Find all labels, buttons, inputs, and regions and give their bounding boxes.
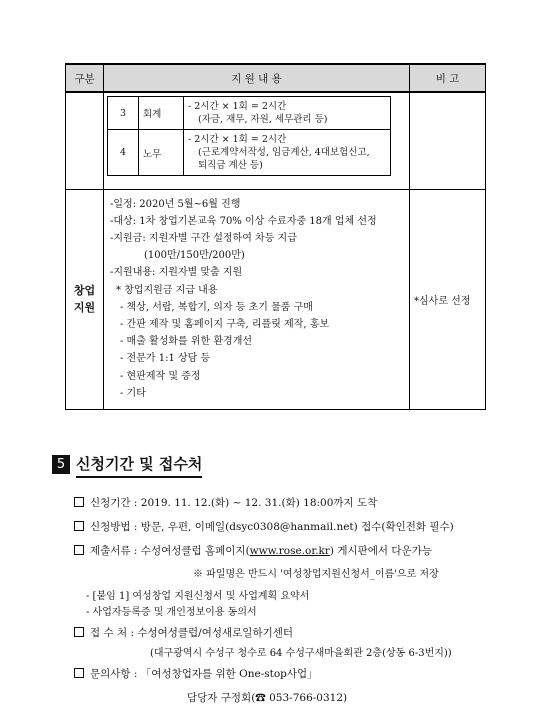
content-line: -대상: 1차 창업기본교육 70% 이상 수료자중 18개 업체 선정 bbox=[110, 215, 377, 227]
checkbox-square-icon bbox=[74, 545, 84, 555]
checkbox-square-icon bbox=[74, 521, 84, 531]
content-line: -일정: 2020년 5월~6월 진행 bbox=[110, 198, 241, 210]
content-line: - 기타 bbox=[120, 387, 146, 399]
content-line: - 간판 제작 및 홈페이지 구축, 리플릿 제작, 홍보 bbox=[120, 318, 330, 330]
content-line: * 창업지원금 지급 내용 bbox=[116, 284, 218, 296]
row-name: 노무 bbox=[139, 130, 184, 176]
section-number: 5 bbox=[52, 455, 70, 474]
contact-line: 담당자 구정회(☎ 053-766-0312) bbox=[187, 692, 348, 704]
office-value: 수성여성클럽/여성새로일하기센터 bbox=[137, 627, 294, 639]
table-row-consulting bbox=[66, 92, 486, 189]
office-label: 접 수 처 bbox=[90, 627, 128, 639]
category-line: 창업 bbox=[73, 284, 96, 297]
content-line: - 현판제작 및 증정 bbox=[120, 370, 201, 382]
header-remarks: 비 고 bbox=[410, 64, 486, 92]
content-line: -지원금: 지원자별 구간 설정하여 차등 지급 bbox=[110, 232, 297, 244]
header-category: 구분 bbox=[66, 64, 104, 92]
table-header-row bbox=[66, 64, 486, 92]
checkbox-square-icon bbox=[74, 497, 84, 507]
startup-content bbox=[104, 189, 410, 409]
desc-line: (자금, 재무, 자원, 세무관리 등) bbox=[198, 114, 328, 125]
method-label: 신청방법 bbox=[90, 521, 131, 533]
method-item: 신청방법 : 방문, 우편, 이메일(dsyc0308@hanmail.net) 접수(확인전화 필수) bbox=[74, 519, 454, 534]
table-row bbox=[108, 130, 391, 176]
inquiry-label: 문의사항 bbox=[90, 668, 131, 680]
method-value: 방문, 우편, 이메일(dsyc0308@hanmail.net) 접수(확인전화 필수) bbox=[140, 521, 454, 533]
desc-line: (근로계약서작성, 임금계산, 4대보험신고, bbox=[198, 147, 370, 158]
row-number: 3 bbox=[108, 97, 139, 130]
checkbox-square-icon bbox=[74, 627, 84, 637]
startup-note: *심사로 선정 bbox=[410, 189, 486, 409]
support-table bbox=[65, 63, 486, 410]
content-line: - 책상, 서랍, 복합기, 의자 등 초기 물품 구매 bbox=[120, 301, 313, 313]
consulting-subtable bbox=[107, 96, 391, 176]
checkbox-square-icon bbox=[74, 668, 84, 678]
content-line: (100만/150만/200만) bbox=[144, 250, 245, 262]
content-line: -지원내용: 지원자별 맞춤 지원 bbox=[110, 267, 243, 279]
office-item: 접 수 처 : 수성여성클럽/여성새로일하기센터 bbox=[74, 625, 293, 640]
inquiry-item: 문의사항 : 「여성창업자를 위한 One-stop사업」 bbox=[74, 666, 318, 681]
category-line: 지원 bbox=[73, 301, 96, 314]
attachment-line: - 사업자등록증 및 개인정보이용 동의서 bbox=[86, 607, 257, 618]
docs-value-post: ) 게시판에서 다운가능 bbox=[329, 545, 432, 557]
homepage-link[interactable]: www.rose.or.kr bbox=[249, 545, 330, 557]
row-desc bbox=[184, 130, 391, 176]
content-line: - 전문가 1:1 상담 등 bbox=[120, 353, 211, 365]
content-line: - 매출 활성화를 위한 환경개선 bbox=[120, 336, 253, 348]
docs-item: 제출서류 : 수성여성클럽 홈페이지(www.rose.or.kr) 게시판에서 다운가능 bbox=[74, 543, 432, 558]
desc-line: - 2시간 × 1회 = 2시간 bbox=[188, 134, 287, 145]
consulting-cell bbox=[104, 92, 410, 189]
row-number: 4 bbox=[108, 130, 139, 176]
docs-value-pre: 수성여성클럽 홈페이지( bbox=[140, 545, 250, 557]
period-value: 2019. 11. 12.(화) ~ 12. 31.(화) 18:00까지 도착 bbox=[140, 497, 378, 509]
header-content: 지 원 내 용 bbox=[104, 64, 410, 92]
row-desc bbox=[184, 97, 391, 130]
attachment-line: - [붙임 1] 여성창업 지원신청서 및 사업계획 요약서 bbox=[86, 591, 310, 602]
table-row bbox=[108, 97, 391, 130]
category-cell-empty bbox=[66, 92, 104, 189]
desc-line: 퇴직금 계산 등) bbox=[198, 160, 263, 171]
section-title: 신청기간 및 접수처 bbox=[76, 453, 202, 478]
period-label: 신청기간 bbox=[90, 497, 131, 509]
inquiry-value: 「여성창업자를 위한 One-stop사업」 bbox=[140, 668, 318, 680]
office-address: (대구광역시 수성구 청수로 64 수성구새마을회관 2층(상동 6-3번지)) bbox=[150, 648, 452, 659]
row-name: 회계 bbox=[139, 97, 184, 130]
desc-line: - 2시간 × 1회 = 2시간 bbox=[188, 101, 287, 112]
remarks-cell-empty bbox=[410, 92, 486, 189]
table-row-startup bbox=[66, 189, 486, 409]
category-startup bbox=[66, 189, 104, 409]
docs-note: ※ 파일명은 반드시 '여성창업지원신청서_이름'으로 저장 bbox=[193, 569, 439, 580]
period-item: 신청기간 : 2019. 11. 12.(화) ~ 12. 31.(화) 18:00까지 도착 bbox=[74, 495, 377, 510]
docs-label: 제출서류 bbox=[90, 545, 131, 557]
